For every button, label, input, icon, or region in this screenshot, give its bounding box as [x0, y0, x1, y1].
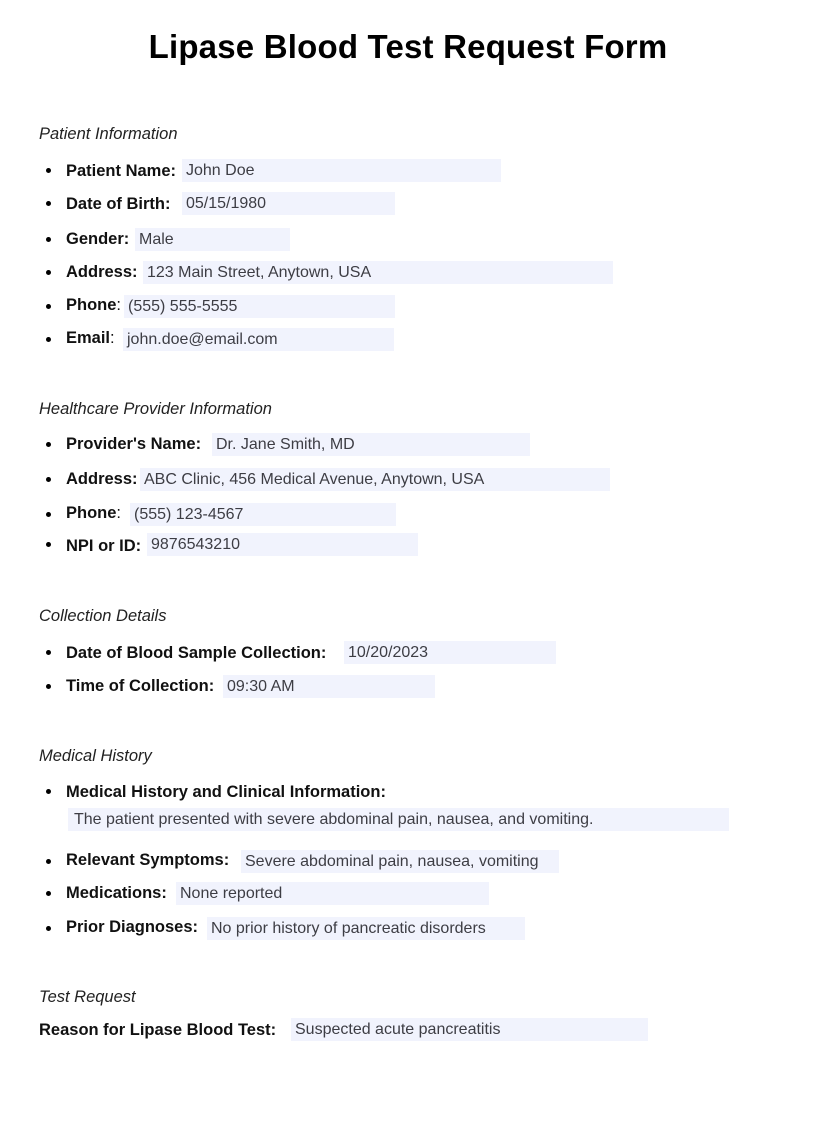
bullet: [46, 304, 51, 309]
bullet: [46, 684, 51, 689]
provider-npi-label: NPI or ID:: [66, 537, 142, 555]
provider-name-row: [0, 433, 816, 457]
history-diagnoses-field[interactable]: No prior history of pancreatic disorders: [207, 917, 525, 940]
history-clinical-label: Medical History and Clinical Information:: [66, 783, 386, 801]
patient-phone-field[interactable]: (555) 555-5555: [124, 295, 395, 318]
history-diagnoses-row: [0, 917, 816, 941]
patient-email-label: Email:: [66, 329, 115, 347]
section-title-test: Test Request: [39, 988, 136, 1006]
bullet: [46, 237, 51, 242]
patient-address-row: [0, 261, 816, 285]
patient-email-row: [0, 328, 816, 352]
history-symptoms-row: [0, 850, 816, 874]
patient-email-field[interactable]: john.doe@email.com: [123, 328, 394, 351]
section-title-patient: Patient Information: [39, 125, 178, 143]
history-symptoms-field[interactable]: Severe abdominal pain, nausea, vomiting: [241, 850, 559, 873]
patient-dob-label: Date of Birth:: [66, 195, 171, 213]
bullet: [46, 859, 51, 864]
history-medications-field[interactable]: None reported: [176, 882, 489, 905]
bullet: [46, 168, 51, 173]
section-title-history: Medical History: [39, 747, 152, 765]
form-title: Lipase Blood Test Request Form: [148, 28, 668, 65]
patient-gender-field[interactable]: Male: [135, 228, 290, 251]
bullet: [46, 926, 51, 931]
bullet: [46, 650, 51, 655]
collection-date-row: [0, 641, 816, 665]
collection-time-label: Time of Collection:: [66, 677, 215, 695]
provider-phone-label: Phone:: [66, 504, 122, 522]
test-reason-row: [0, 1018, 816, 1042]
patient-address-label: Address:: [66, 263, 138, 281]
provider-address-field[interactable]: ABC Clinic, 456 Medical Avenue, Anytown, USA: [140, 468, 610, 491]
provider-name-field[interactable]: Dr. Jane Smith, MD: [212, 433, 530, 456]
history-medications-row: [0, 882, 816, 906]
history-clinical-row: [0, 780, 816, 804]
provider-npi-row: [0, 533, 816, 557]
provider-phone-row: [0, 503, 816, 527]
history-medications-label: Medications:: [66, 884, 167, 902]
patient-address-field[interactable]: 123 Main Street, Anytown, USA: [143, 261, 613, 284]
history-symptoms-label: Relevant Symptoms:: [66, 851, 230, 869]
collection-time-row: [0, 675, 816, 699]
test-reason-field[interactable]: Suspected acute pancreatitis: [291, 1018, 648, 1041]
bullet: [46, 201, 51, 206]
bullet: [46, 789, 51, 794]
bullet: [46, 542, 51, 547]
collection-date-label: Date of Blood Sample Collection:: [66, 644, 327, 662]
patient-name-row: [0, 159, 816, 183]
patient-gender-row: [0, 228, 816, 252]
test-reason-label: Reason for Lipase Blood Test:: [39, 1021, 277, 1039]
provider-address-row: [0, 468, 816, 492]
collection-date-field[interactable]: 10/20/2023: [344, 641, 556, 664]
bullet: [46, 337, 51, 342]
patient-name-label: Patient Name:: [66, 162, 177, 180]
patient-phone-row: [0, 295, 816, 319]
bullet: [46, 477, 51, 482]
patient-name-field[interactable]: John Doe: [182, 159, 501, 182]
bullet: [46, 270, 51, 275]
provider-address-label: Address:: [66, 470, 138, 488]
patient-gender-label: Gender:: [66, 230, 130, 248]
section-title-collection: Collection Details: [39, 607, 167, 625]
section-title-provider: Healthcare Provider Information: [39, 400, 272, 418]
history-diagnoses-label: Prior Diagnoses:: [66, 918, 199, 936]
bullet: [46, 442, 51, 447]
patient-dob-field[interactable]: 05/15/1980: [182, 192, 395, 215]
provider-npi-field[interactable]: 9876543210: [147, 533, 418, 556]
history-clinical-field[interactable]: The patient presented with severe abdominal pain, nausea, and vomiting.: [68, 808, 729, 831]
provider-phone-field[interactable]: (555) 123-4567: [130, 503, 396, 526]
collection-time-field[interactable]: 09:30 AM: [223, 675, 435, 698]
patient-phone-label: Phone:: [66, 296, 122, 314]
provider-name-label: Provider's Name:: [66, 435, 202, 453]
bullet: [46, 512, 51, 517]
patient-dob-row: [0, 192, 816, 216]
bullet: [46, 891, 51, 896]
